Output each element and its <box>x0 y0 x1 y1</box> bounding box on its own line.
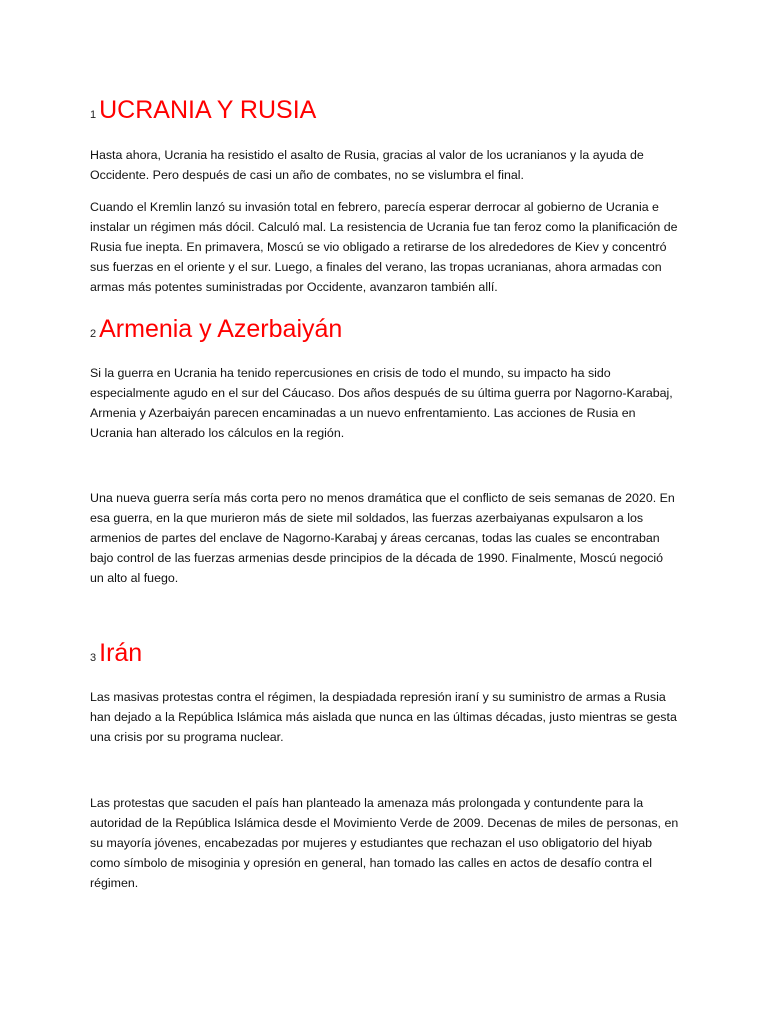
section-title: Armenia y Azerbaiyán <box>99 315 343 343</box>
paragraph: Hasta ahora, Ucrania ha resistido el asalto de Rusia, gracias al valor de los ucranianos y la ayuda de Occidente. Pero después de casi un año de combates, no se vislumbra el final. <box>90 148 644 182</box>
section-heading-1 <box>90 98 316 123</box>
paragraph: Cuando el Kremlin lanzó su invasión total en febrero, parecía esperar derrocar al gobierno de Ucrania e instalar un régimen más dócil. Calculó mal. La resistencia de Ucrania fue tan feroz como la planificación de Rusia fue inepta. En primavera, Moscú se vio obligado a retirarse de los alrededores de Kiev y concentró sus fuerzas en el oriente y el sur. Luego, a finales del verano, las tropas ucranianas, ahora armadas con armas más potentes suministradas por Occidente, avanzaron también allí. <box>90 200 678 294</box>
section-number: 2 <box>90 328 97 340</box>
paragraph: Una nueva guerra sería más corta pero no menos dramática que el conflicto de seis semanas de 2020. En esa guerra, en la que murieron más de siete mil soldados, las fuerzas azerbaiyanas expulsaron a los armenios de partes del enclave de Nagorno-Karabaj y áreas cercanas, todas las cuales se encontraban bajo control de las fuerzas armenias desde principios de la década de 1990. Finalmente, Moscú negoció un alto al fuego. <box>90 491 675 585</box>
section-title: UCRANIA Y RUSIA <box>99 96 317 124</box>
section-heading-3 <box>90 641 142 666</box>
paragraph: Si la guerra en Ucrania ha tenido repercusiones en crisis de todo el mundo, su impacto ha sido especialmente agudo en el sur del Cáucaso. Dos años después de su última guerra por Nagorno-Karabaj, Armenia y Azerbaiyán parecen encaminadas a un nuevo enfrentamiento. Las acciones de Rusia en Ucrania han alterado los cálculos en la región. <box>90 366 673 440</box>
paragraph: Las protestas que sacuden el país han planteado la amenaza más prolongada y contundente para la autoridad de la República Islámica desde el Movimiento Verde de 2009. Decenas de miles de personas, en su mayoría jóvenes, encabezadas por mujeres y estudiantes que rechazan el uso obligatorio del hiyab como símbolo de misoginia y opresión en general, han tomado las calles en actos de desafío contra el régimen. <box>90 796 679 890</box>
section-heading-2 <box>90 317 342 342</box>
section-title: Irán <box>99 639 143 667</box>
section-number: 3 <box>90 652 97 664</box>
section-number: 1 <box>90 109 97 121</box>
paragraph: Las masivas protestas contra el régimen, la despiadada represión iraní y su suministro de armas a Rusia han dejado a la República Islámica más aislada que nunca en las últimas décadas, justo mientras se gesta una crisis por su programa nuclear. <box>90 690 677 744</box>
